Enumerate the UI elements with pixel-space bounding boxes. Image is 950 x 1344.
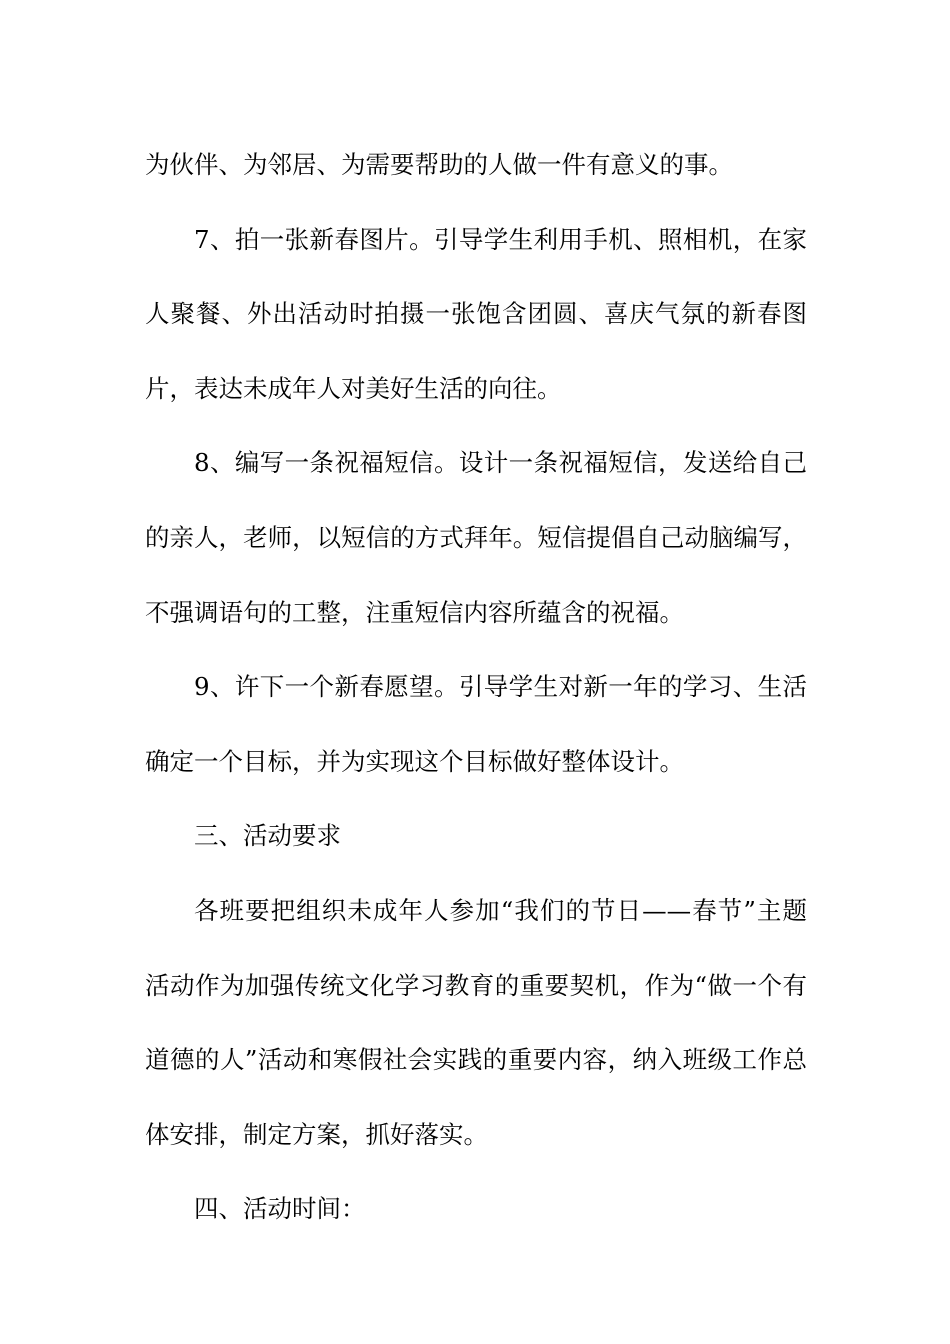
document-page <box>145 128 807 1247</box>
paragraph-item-7: 7、拍一张新春图片。引导学生利用手机、照相机，在家人聚餐、外出活动时拍摄一张饱含团圆、喜庆气氛的新春图片，表达未成年人对美好生活的向往。 <box>145 224 807 403</box>
paragraph-item-9: 9、许下一个新春愿望。引导学生对新一年的学习、生活确定一个目标，并为实现这个目标做好整体设计。 <box>145 672 807 776</box>
section-heading-requirements: 三、活动要求 <box>194 821 341 851</box>
paragraph-continuation: 为伙伴、为邻居、为需要帮助的人做一件有意义的事。 <box>145 150 733 179</box>
section-heading-time: 四、活动时间： <box>194 1194 366 1224</box>
paragraph-requirements: 各班要把组织未成年人参加“我们的节日——春节”主题活动作为加强传统文化学习教育的重要契机，作为“做一个有道德的人”活动和寒假社会实践的重要内容，纳入班级工作总体安排，制定方案，抓好落实。 <box>145 895 807 1149</box>
paragraph-item-8: 8、编写一条祝福短信。设计一条祝福短信，发送给自己的亲人，老师，以短信的方式拜年。短信提倡自己动脑编写，不强调语句的工整，注重短信内容所蕴含的祝福。 <box>145 448 807 627</box>
